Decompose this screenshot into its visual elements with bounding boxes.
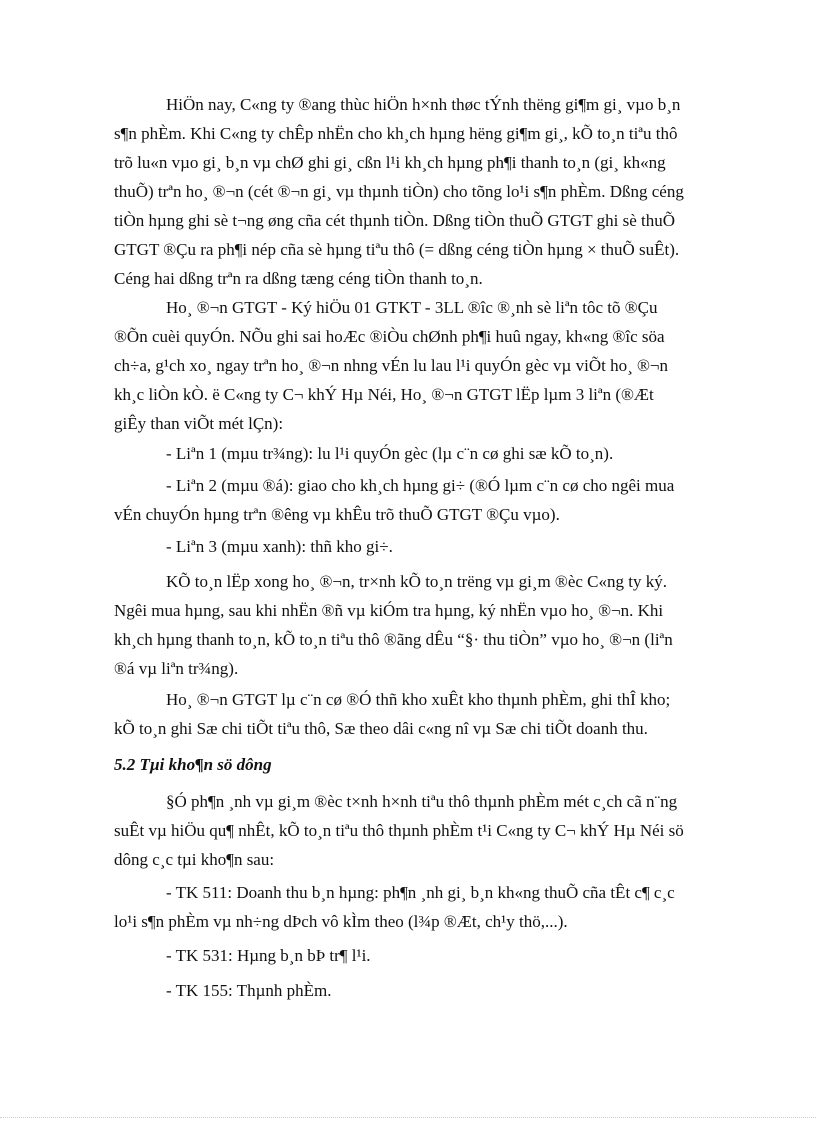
paragraph-1-line-7: Céng hai dßng trªn ra dßng tæng céng tiÒn thanh to¸n. [114,269,483,288]
section-heading: 5.2 Tµi kho¶n sö dông [114,755,272,774]
paragraph-2-line-2: ®Õn cuèi quyÓn. NÕu ghi sai hoÆc ®iÒu chØnh ph¶i huû ngay, kh«ng ®îc söa [114,327,665,346]
paragraph-3-line-2: Ngêi mua hµng, sau khi nhËn ®ñ vµ kiÓm tra hµng, ký nhËn vµo ho¸ ®¬n. Khi [114,601,664,620]
account-tk-531: - TK 531: Hµng b¸n bÞ tr¶ l¹i. [166,946,371,965]
paragraph-3-line-1: KÕ to¸n lËp xong ho¸ ®¬n, tr×nh kÕ to¸n trëng vµ gi¸m ®èc C«ng ty ký. [166,572,667,591]
paragraph-2-line-4: kh¸c liÒn kÒ. ë C«ng ty C¬ khÝ Hµ Néi, Ho¸ ®¬n GTGT lËp lµm 3 liªn (®Æt [114,385,654,404]
section-paragraph-1-line-3: dông c¸c tµi kho¶n sau: [114,850,275,869]
section-paragraph-1-line-2: suÊt vµ hiÖu qu¶ nhÊt, kÕ to¸n tiªu thô thµnh phÈm t¹i C«ng ty C¬ khÝ Hµ Néi sö [114,821,684,840]
paragraph-1-line-5: tiÒn hµng ghi sè t¬ng øng cña cét thµnh tiÒn. Dßng tiÒn thuÕ GTGT ghi sè thuÕ [114,211,676,230]
paragraph-4-line-2: kÕ to¸n ghi Sæ chi tiÕt tiªu thô, Sæ theo dâi c«ng nî vµ Sæ chi tiÕt doanh thu. [114,719,648,738]
page-bottom-divider [0,1117,816,1118]
list-item-lien-2-line-2: vÉn chuyÓn hµng trªn ®êng vµ khÊu trõ thuÕ GTGT ®Çu vµo). [114,505,560,524]
paragraph-1-line-3: trõ lu«n vµo gi¸ b¸n vµ chØ ghi gi¸ cßn l¹i kh¸ch hµng ph¶i thanh to¸n (gi¸ kh«ng [114,153,666,172]
paragraph-1-line-1: HiÖn nay, C«ng ty ®ang thùc hiÖn h×nh thøc tÝnh thëng gi¶m gi¸ vµo b¸n [166,95,681,114]
paragraph-2-line-5: giÊy than viÕt mét lÇn): [114,414,284,433]
paragraph-1-line-6: GTGT ®Çu ra ph¶i nép cña sè hµng tiªu thô (= dßng céng tiÒn hµng × thuÕ suÊt). [114,240,680,259]
paragraph-3-line-3: kh¸ch hµng thanh to¸n, kÕ to¸n tiªu thô ®ãng dÊu “§· thu tiÒn” vµo ho¸ ®¬n (liªn [114,630,673,649]
paragraph-2-line-1: Ho¸ ®¬n GTGT - Ký hiÖu 01 GTKT - 3LL ®îc ®¸nh sè liªn tôc tõ ®Çu [166,298,658,317]
paragraph-3-line-4: ®á vµ liªn tr¾ng). [114,659,239,678]
account-tk-511-line-1: - TK 511: Doanh thu b¸n hµng: ph¶n ¸nh gi¸ b¸n kh«ng thuÕ cña tÊt c¶ c¸c [166,883,675,902]
list-item-lien-3: - Liªn 3 (mµu xanh): thñ kho gi÷. [166,537,393,556]
account-tk-511-line-2: lo¹i s¶n phÈm vµ nh÷ng dÞch vô kÌm theo (l¾p ®Æt, ch¹y thö,...). [114,912,568,931]
list-item-lien-1: - Liªn 1 (mµu tr¾ng): lu l¹i quyÓn gèc (lµ c¨n cø ghi sæ kÕ to¸n). [166,444,614,463]
paragraph-4-line-1: Ho¸ ®¬n GTGT lµ c¨n cø ®Ó thñ kho xuÊt kho thµnh phÈm, ghi thÎ kho; [166,690,671,709]
paragraph-1-line-2: s¶n phÈm. Khi C«ng ty chÊp nhËn cho kh¸ch hµng hëng gi¶m gi¸, kÕ to¸n tiªu thô [114,124,678,143]
account-tk-155: - TK 155: Thµnh phÈm. [166,981,332,1000]
section-paragraph-1-line-1: §Ó ph¶n ¸nh vµ gi¸m ®èc t×nh h×nh tiªu thô thµnh phÈm mét c¸ch cã n¨ng [166,792,678,811]
list-item-lien-2-line-1: - Liªn 2 (mµu ®á): giao cho kh¸ch hµng gi÷ (®Ó lµm c¨n cø cho ngêi mua [166,476,675,495]
paragraph-1-line-4: thuÕ) trªn ho¸ ®¬n (cét ®¬n gi¸ vµ thµnh tiÒn) cho tõng lo¹i s¶n phÈm. Dßng céng [114,182,684,201]
paragraph-2-line-3: ch÷a, g¹ch xo¸ ngay trªn ho¸ ®¬n nhng vÉn lu lau l¹i quyÓn gèc vµ viÕt ho¸ ®¬n [114,356,668,375]
